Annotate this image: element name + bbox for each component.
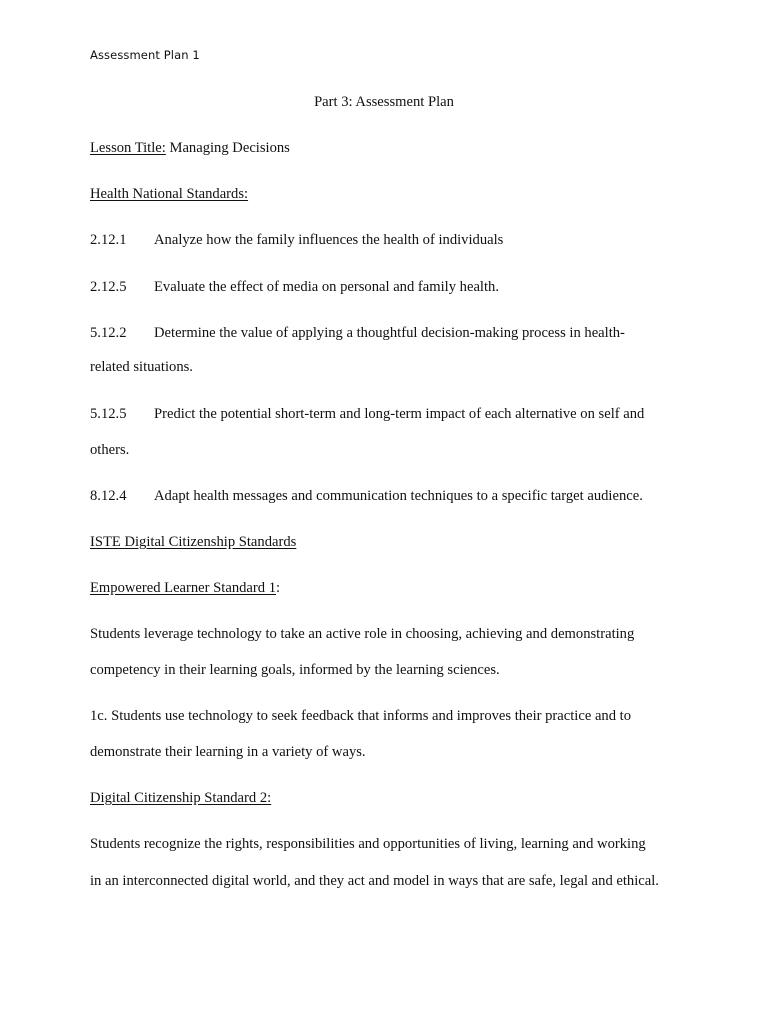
lesson-title-value: Managing Decisions — [165, 140, 290, 156]
standard-item — [90, 487, 643, 505]
standard-text: Evaluate the effect of media on personal and family health. — [154, 279, 499, 295]
standard-continuation: others. — [90, 442, 130, 458]
page-title: Part 3: Assessment Plan — [314, 94, 454, 110]
standard-text: Analyze how the family influences the health of individuals — [154, 232, 504, 248]
empowered-item-line-2: demonstrate their learning in a variety of ways. — [90, 744, 366, 760]
digital-citizenship-heading: Digital Citizenship Standard 2: — [90, 790, 272, 806]
digital-paragraph-line-2: in an interconnected digital world, and they act and model in ways that are safe, legal and ethical. — [90, 873, 659, 889]
running-head: Assessment Plan 1 — [90, 48, 200, 62]
digital-paragraph-line-1: Students recognize the rights, responsibilities and opportunities of living, learning and working — [90, 836, 646, 852]
standard-text: Determine the value of applying a thoughtful decision-making process in health- — [154, 325, 625, 341]
standard-item — [90, 231, 503, 249]
lesson-title-line — [90, 139, 290, 157]
standard-item — [90, 324, 625, 342]
empowered-item-line-1: 1c. Students use technology to seek feedback that informs and improves their practice and to — [90, 708, 632, 724]
standard-item — [90, 405, 644, 423]
standard-text: Adapt health messages and communication techniques to a specific target audience. — [154, 488, 643, 504]
standard-item — [90, 278, 499, 296]
empowered-heading-line — [90, 579, 280, 597]
standard-code: 8.12.4 — [90, 488, 127, 504]
standard-code: 5.12.2 — [90, 325, 127, 341]
standard-code: 5.12.5 — [90, 406, 127, 422]
standard-code: 2.12.1 — [90, 232, 127, 248]
lesson-title-label: Lesson Title: — [90, 140, 166, 156]
empowered-heading: Empowered Learner Standard 1 — [90, 580, 276, 596]
standard-continuation: related situations. — [90, 359, 193, 375]
iste-heading: ISTE Digital Citizenship Standards — [90, 534, 297, 550]
empowered-paragraph-line-1: Students leverage technology to take an active role in choosing, achieving and demonstrating — [90, 626, 635, 642]
standard-text: Predict the potential short-term and long-term impact of each alternative on self and — [154, 406, 645, 422]
standard-code: 2.12.5 — [90, 279, 127, 295]
health-standards-heading: Health National Standards: — [90, 186, 249, 202]
empowered-paragraph-line-2: competency in their learning goals, informed by the learning sciences. — [90, 662, 500, 678]
empowered-heading-colon: : — [276, 580, 281, 596]
